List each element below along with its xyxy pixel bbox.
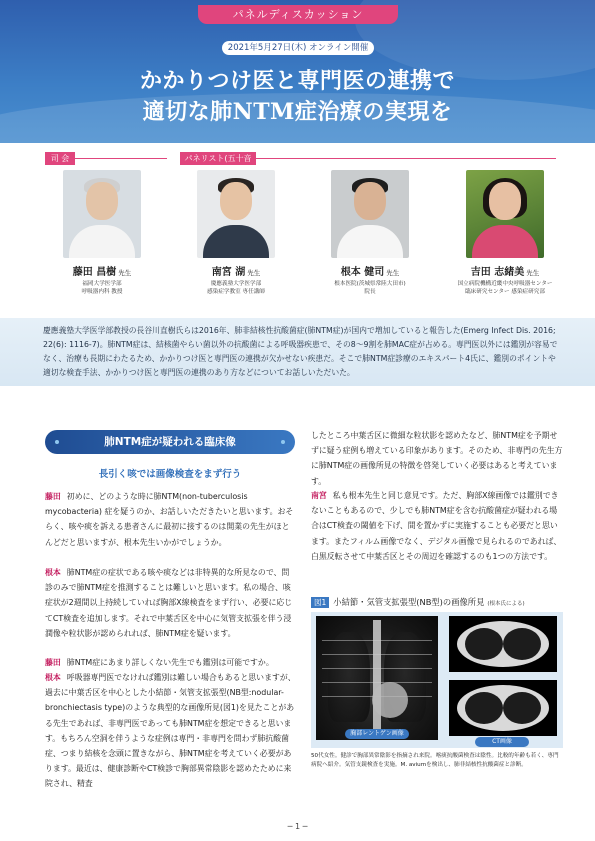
section-subheading: 長引く咳では画像検査をまず行う bbox=[98, 469, 242, 480]
speaker-name: 根本 bbox=[45, 568, 61, 577]
moderator-label: 司 会 bbox=[45, 152, 75, 165]
speaker-name: 藤田 bbox=[45, 658, 61, 667]
dialogue-paragraph bbox=[45, 670, 297, 792]
speaker-name: 南宮 bbox=[311, 491, 327, 500]
dialogue-paragraph bbox=[45, 565, 297, 641]
figure-panel bbox=[311, 612, 563, 748]
dialogue-text: 私も根本先生と同じ意見です。ただ、胸部X線画像では鑑別できないこともあるので、少しでも肺NTM症を含む抗酸菌症が疑われる場合はCT検査の閾値を下げ、間を置かずに実施することも必要だと思います。またフィルム画像でなく、デジタル画像で見られるのであれば、白黒反転させて中葉舌区とその周辺を確認するのも1つの方法です。 bbox=[311, 491, 562, 561]
ct-image bbox=[449, 616, 557, 672]
person-name: 吉田 志緒美 先生 bbox=[470, 267, 540, 278]
page-title-line2: 適切な肺NTM症治療の実現を bbox=[142, 99, 453, 125]
dialogue-text: したところ中葉舌区に微細な粒状影を認めたなど、肺NTM症を予期せずに疑う症例も増えている印象があります。そのため、非専門の先生方に肺NTM症の画像所見の特徴を啓発していく必要はあると考えています。 bbox=[311, 431, 563, 486]
dialogue-paragraph bbox=[311, 428, 563, 489]
person-affiliation: 福岡大学医学部 呼吸器内科 教授 bbox=[81, 281, 123, 295]
divider bbox=[256, 158, 556, 159]
person-card bbox=[449, 170, 561, 296]
dialogue-text: 肺NTM症の症状である咳や痰などは非特異的な所見なので、問診のみで肺NTM症を推測することは難しいと思います。私の場合、咳症状が2週間以上持続していれば胸部X線検査をまず行い、必要に応じてCT検査を追加します。それで中葉舌区を中心に気管支拡張を伴う浸潤像や粒状影が認められれば、肺NTM症を疑います。 bbox=[45, 568, 293, 638]
header-banner bbox=[0, 0, 595, 143]
person-name: 南宮 湖 先生 bbox=[211, 267, 261, 278]
figure-caption bbox=[311, 596, 563, 608]
person-affiliation: 慶應義塾大学医学部 感染症学教室 専任講師 bbox=[207, 281, 265, 295]
chest-xray-image bbox=[316, 616, 438, 740]
person-card bbox=[314, 170, 426, 296]
person-name: 藤田 昌樹 先生 bbox=[72, 267, 132, 278]
person-card bbox=[46, 170, 158, 296]
figure-note: 50代女性。健診で胸部異常陰影を指摘され来院。喀痰抗酸菌検査は陰性。比較的年齢も若く、専門病院へ紹介。気管支鏡検査を実施。M. aviumを検出し、肺非結核性抗酸菌症と診断。 bbox=[311, 753, 559, 768]
role-labels bbox=[0, 152, 595, 166]
dialogue-text: 呼吸器専門医でなければ鑑別は難しい場合もあると思いますが、過去に中葉舌区を中心とした小結節・気管支拡張型(NB型:nodular-bronchiectasis type)のような典型的な画像所見(図1)を見たことがある先生であれば、非専門医であっても肺NTM症を想定できると思います。もちろん空洞を伴うような症例は専門・非専門を問わず肺抗酸菌症、つまり結核を念頭に置きながら、肺NTM症を考えていく必要があります。最近は、健康診断やCT検診で胸部異常陰影を認めたために来院され、精査 bbox=[45, 673, 296, 789]
figure-number: 図1 bbox=[311, 597, 329, 608]
speaker-name: 藤田 bbox=[45, 492, 61, 501]
ct-label: CT画像 bbox=[475, 737, 529, 747]
dialogue-text: 肺NTM症にあまり詳しくない先生でも鑑別は可能ですか。 bbox=[66, 658, 274, 667]
category-tag: パネルディスカッション bbox=[198, 5, 398, 24]
person-card bbox=[180, 170, 292, 296]
section-heading: 肺NTM症が疑われる臨床像 bbox=[104, 436, 236, 448]
intro-text: 慶應義塾大学医学部教授の長谷川直樹氏らは2016年、肺非結核性抗酸菌症(肺NTM症)が国内で増加していると報告した(Emerg Infect Dis. 2016; 22(6): 1116-7)。肺NTM症は、結核菌やらい菌以外の抗酸菌による呼吸器疾患で、その8～9割を肺MAC症が占める。専門医以外には鑑別が容易でなく、治療も長期にわたるため、かかりつけ医と専門医の連携が欠かせない疾患だ。そこで肺NTM症診療のエキスパート4氏に、鑑別のポイントや適切な検査手法、かかりつけ医と専門医の連携のあり方などについてお話しいただいた。 bbox=[43, 326, 558, 377]
page-number: ─ 1 ─ bbox=[287, 822, 308, 831]
person-name: 根本 健司 先生 bbox=[340, 267, 400, 278]
portrait-photo bbox=[466, 170, 544, 258]
portrait-photo bbox=[331, 170, 409, 258]
event-date: 2021年5月27日(木) オンライン開催 bbox=[222, 41, 374, 55]
person-affiliation: 根本医院(茨城県常陸大田市) 院長 bbox=[334, 281, 406, 295]
intro-box bbox=[0, 318, 595, 386]
figure-title: 小結節・気管支拡張型(NB型)の画像所見 bbox=[333, 597, 485, 607]
dialogue-text: 初めに、どのような時に肺NTM(non-tuberculosis mycobacteria) 症を疑うのか、お話しいただきたいと思います。おそらく、咳や痰を訴える患者さんに最初に接するのは開業の先生がほとんどだと思いますが、根本先生いかがでしょうか。 bbox=[45, 492, 294, 547]
dialogue-paragraph bbox=[45, 655, 297, 670]
figure-source: (根本氏による) bbox=[487, 601, 525, 607]
ct-image bbox=[449, 680, 557, 736]
person-affiliation: 国立病院機構近畿中央呼吸器センター 臨床研究センター 感染症研究部 bbox=[457, 281, 553, 295]
portrait-photo bbox=[197, 170, 275, 258]
portrait-photo bbox=[63, 170, 141, 258]
section-banner bbox=[45, 430, 295, 454]
dialogue-paragraph bbox=[45, 489, 297, 550]
divider bbox=[75, 158, 167, 159]
speaker-name: 根本 bbox=[45, 673, 61, 682]
page-title-line1: かかりつけ医と専門医の連携で bbox=[139, 68, 455, 94]
dialogue-paragraph bbox=[311, 488, 563, 564]
xray-label: 胸部レントゲン画像 bbox=[345, 729, 409, 739]
panelists-label: パネリスト(五十音 bbox=[180, 152, 256, 165]
